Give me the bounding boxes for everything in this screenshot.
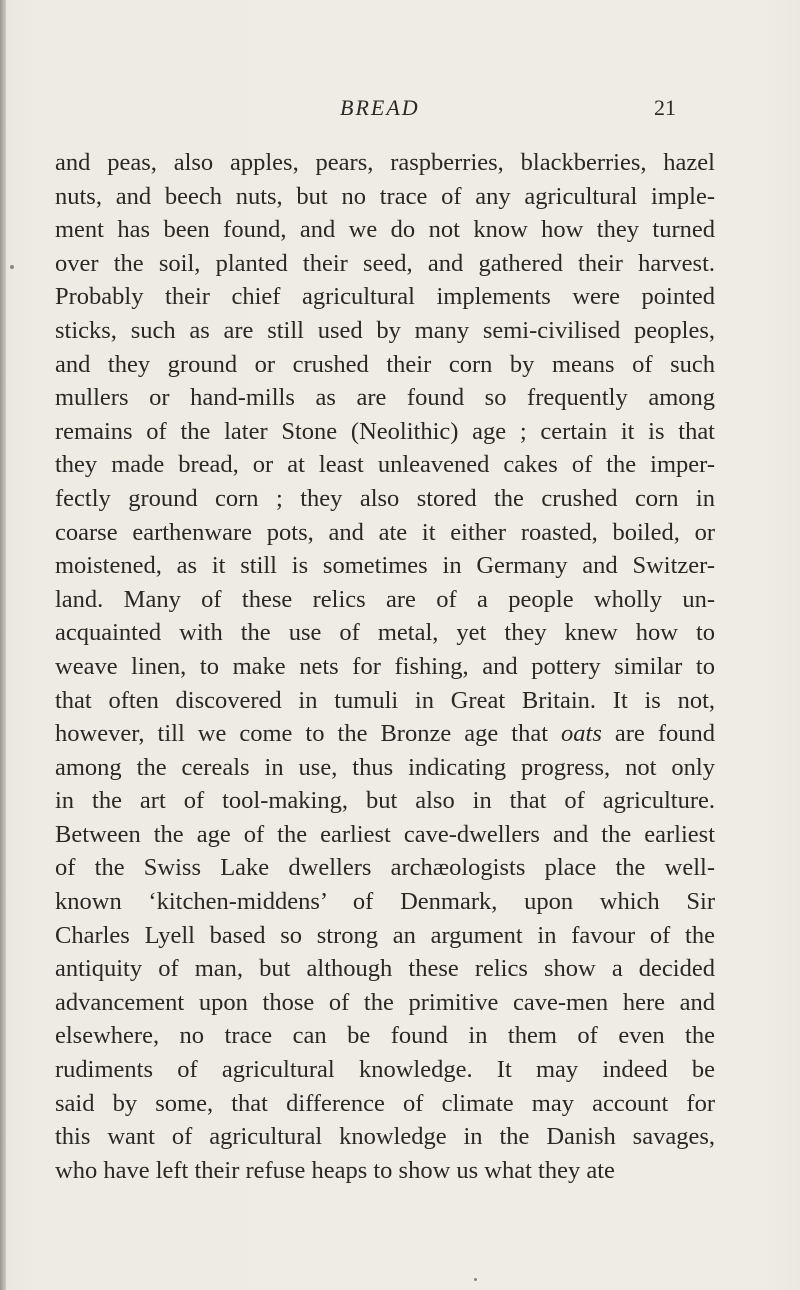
paper-speck	[474, 1278, 477, 1281]
text-line: over the soil, planted their seed, and gathered their harvest.	[55, 249, 715, 277]
text-line: advancement upon those of the primitive cave-men here and	[55, 988, 715, 1016]
body-text	[55, 146, 715, 1187]
text-line: remains of the later Stone (Neolithic) age ; certain it is that	[55, 417, 715, 445]
text-line: said by some, that difference of climate may account for	[55, 1089, 715, 1117]
text-line: moistened, as it still is sometimes in Germany and Switzer-	[55, 552, 715, 580]
text-line: acquainted with the use of metal, yet they knew how to	[55, 619, 715, 647]
text-line: rudiments of agricultural knowledge. It may indeed be	[55, 1056, 715, 1084]
paper-speck	[10, 265, 14, 269]
text-line: this want of agricultural knowledge in the Danish savages,	[55, 1123, 715, 1151]
text-line: and they ground or crushed their corn by means of such	[55, 350, 715, 378]
text-line: weave linen, to make nets for fishing, and pottery similar to	[55, 652, 715, 680]
text-line: Probably their chief agricultural implements were pointed	[55, 283, 715, 311]
text-line: among the cereals in use, thus indicating progress, not only	[55, 753, 715, 781]
text-line: of the Swiss Lake dwellers archæologists place the well-	[55, 854, 715, 882]
text-segment: however, till we come to the Bronze age that	[55, 720, 562, 748]
text-line: Between the age of the earliest cave-dwellers and the earliest	[55, 820, 715, 848]
text-line: and peas, also apples, pears, raspberries, blackberries, hazel	[55, 149, 715, 176]
text-line: sticks, such as are still used by many semi-civilised peoples,	[55, 316, 715, 344]
page-gutter-shadow	[0, 0, 6, 1290]
text-line: who have left their refuse heaps to show us what they ate	[55, 1156, 615, 1184]
text-line: ment has been found, and we do not know how they turned	[55, 216, 715, 244]
text-line: coarse earthenware pots, and ate it either roasted, boiled, or	[55, 518, 715, 546]
italic-word-oats: oats	[561, 720, 602, 748]
text-line: elsewhere, no trace can be found in them of even the	[55, 1022, 715, 1050]
text-line: they made bread, or at least unleavened cakes of the imper-	[55, 451, 715, 479]
text-line: Charles Lyell based so strong an argument in favour of the	[55, 921, 715, 949]
text-line: fectly ground corn ; they also stored the crushed corn in	[55, 484, 715, 512]
text-line: that often discovered in tumuli in Great Britain. It is not,	[55, 686, 715, 714]
text-segment: are found	[601, 720, 715, 748]
text-line: mullers or hand-mills as are found so frequently among	[55, 384, 715, 412]
page-header	[0, 95, 800, 135]
text-line: land. Many of these relics are of a people wholly un-	[55, 585, 715, 613]
text-line: in the art of tool-making, but also in that of agriculture.	[55, 787, 715, 815]
page-number: 21	[654, 95, 676, 120]
text-line-oats	[55, 717, 715, 751]
running-head: BREAD	[340, 95, 420, 120]
text-line: nuts, and beech nuts, but no trace of any agricultural imple-	[55, 182, 715, 210]
text-line: known ‘kitchen-middens’ of Denmark, upon which Sir	[55, 888, 715, 916]
text-line: antiquity of man, but although these relics show a decided	[55, 955, 715, 983]
